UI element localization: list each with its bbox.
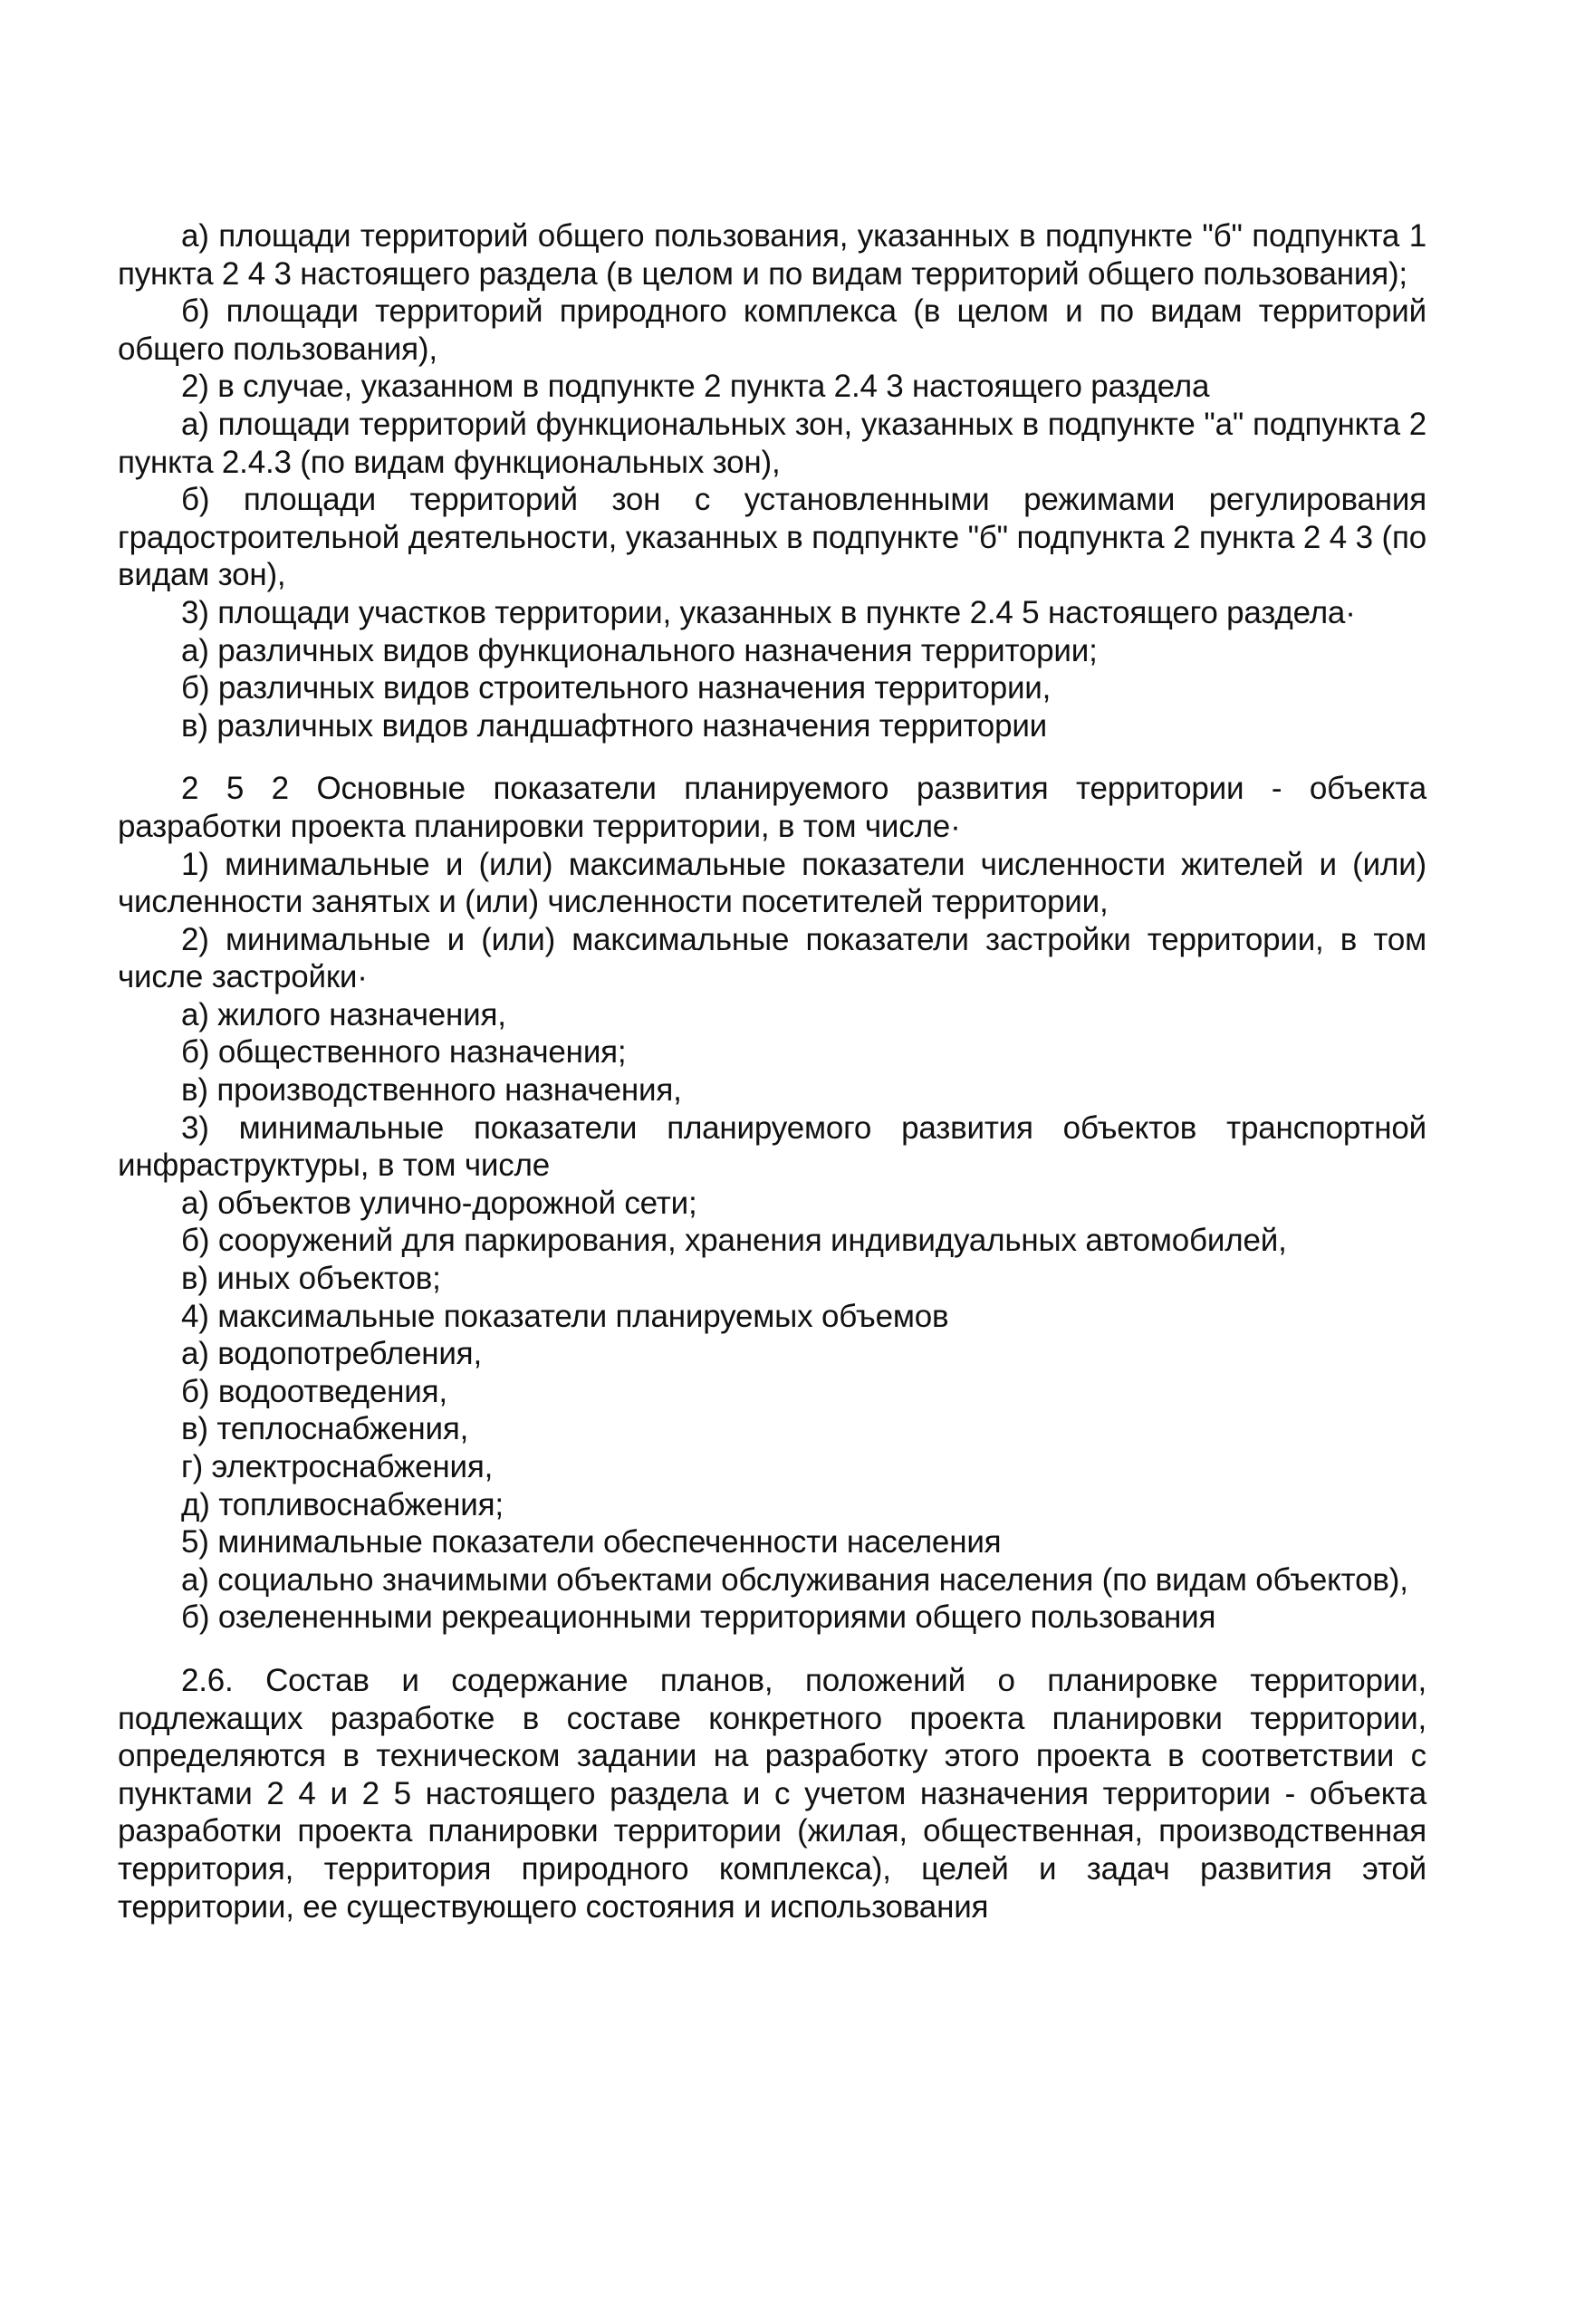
paragraph: г) электроснабжения, [181, 1449, 494, 1484]
paragraph: 3) площади участков территории, указанных в пункте 2.4 5 настоящего раздела· [181, 594, 1356, 630]
paragraph: 3) минимальные показатели планируемого развития объектов транспортной инфраструктуры, в том числе [118, 1109, 1426, 1184]
section-2-5-2-heading: 2 5 2 Основные показатели планируемого развития территории - объекта разработки проекта планировки территории, в том числе· [118, 771, 1426, 844]
paragraph: а) объектов улично-дорожной сети; [181, 1185, 697, 1221]
paragraph: а) площади территорий общего пользования, указанных в подпункте "б" подпункта 1 пункта 2 4 3 настоящего раздела (в целом и по видам территорий общего пользования); [118, 218, 1426, 292]
paragraph: а) различных видов функционального назначения территории; [181, 632, 1098, 668]
paragraph: а) водопотребления, [181, 1336, 482, 1372]
paragraph: 1) минимальные и (или) максимальные показатели численности жителей и (или) численности занятых и (или) численности посетителей территории, [118, 846, 1426, 920]
document-body [118, 217, 1426, 1925]
paragraph: 2) в случае, указанном в подпункте 2 пункта 2.4 3 настоящего раздела [181, 369, 1210, 405]
paragraph: 5) минимальные показатели обеспеченности населения [181, 1524, 1002, 1561]
paragraph: б) различных видов строительного назначения территории, [181, 670, 1052, 706]
paragraph: б) сооружений для паркирования, хранения индивидуальных автомобилей, [181, 1223, 1287, 1259]
paragraph: в) иных объектов; [181, 1261, 441, 1297]
paragraph: а) площади территорий функциональных зон, указанных в подпункте "а" подпункта 2 пункта 2.4.3 (по видам функциональных зон), [118, 406, 1426, 480]
paragraph: б) площади территорий зон с установленными режимами регулирования градостроительной деятельности, указанных в подпункте "б" подпункта 2 пункта 2 4 3 (по видам зон), [118, 482, 1426, 593]
paragraph: в) различных видов ландшафтного назначения территории [181, 707, 1048, 744]
paragraph: а) социально значимыми объектами обслуживания населения (по видам объектов), [181, 1561, 1408, 1598]
paragraph: в) производственного назначения, [181, 1072, 682, 1109]
paragraph: б) площади территорий природного комплекса (в целом и по видам территорий общего пользования), [118, 293, 1426, 367]
paragraph: в) теплоснабжения, [181, 1411, 469, 1447]
paragraph: б) озелененными рекреационными территориями общего пользования [181, 1599, 1216, 1636]
paragraph: а) жилого назначения, [181, 996, 506, 1032]
paragraph: б) общественного назначения; [181, 1034, 627, 1071]
paragraph: 2) минимальные и (или) максимальные показатели застройки территории, в том числе застройки· [118, 921, 1426, 995]
paragraph: б) водоотведения, [181, 1373, 447, 1409]
paragraph: д) топливоснабжения; [181, 1486, 504, 1522]
paragraph: 4) максимальные показатели планируемых объемов [181, 1298, 949, 1334]
section-2-6-paragraph: 2.6. Состав и содержание планов, положений о планировке территории, подлежащих разработке в составе конкретного проекта планировки территории, определяются в техническом задании на разработку этого проекта в соответствии с пунктами 2 4 и 2 5 настоящего раздела и с учетом назначения территории - объекта разработки проекта планировки территории (жилая, общественная, производственная территория, территория природного комплекса), целей и задач развития этой территории, ее существующего состояния и использования [118, 1662, 1426, 1925]
